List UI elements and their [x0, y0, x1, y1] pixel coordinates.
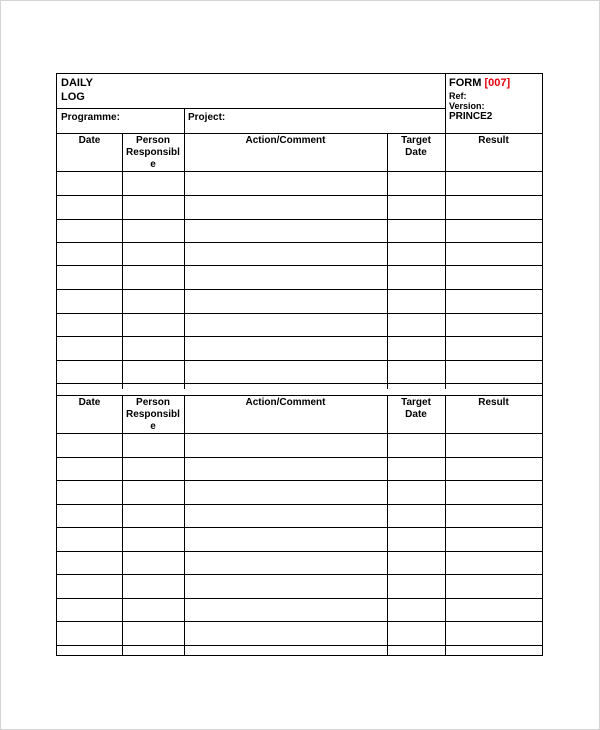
table-cell-date[interactable] — [58, 337, 121, 359]
table-bottom-border — [57, 655, 542, 656]
column-header-person-responsible — [122, 135, 184, 171]
table-cell-person-responsible[interactable] — [123, 384, 183, 394]
table-cell-result[interactable] — [446, 172, 541, 194]
table-cell-target-date[interactable] — [388, 314, 444, 335]
table-cell-person-responsible[interactable] — [123, 552, 183, 573]
column-header-date — [57, 135, 122, 171]
table-cell-date[interactable] — [58, 361, 121, 382]
ref-label: Ref: — [449, 91, 467, 101]
table-cell-date[interactable] — [58, 528, 121, 550]
table-cell-target-date[interactable] — [388, 481, 444, 503]
table-cell-date[interactable] — [58, 599, 121, 620]
table-cell-result[interactable] — [446, 337, 541, 359]
column-header-date-line2 — [57, 147, 122, 159]
column-header-target-date-line1: Target — [401, 397, 431, 408]
column-header-result-line2 — [445, 147, 542, 159]
column-header-target-date-line1: Target — [401, 135, 431, 146]
table-cell-action-comment[interactable] — [185, 196, 386, 218]
table-cell-target-date[interactable] — [388, 196, 444, 218]
header-vertical-project — [184, 108, 185, 133]
daily-log-form — [56, 73, 543, 656]
table-cell-result[interactable] — [446, 622, 541, 644]
table-cell-result[interactable] — [446, 481, 541, 503]
table-cell-action-comment[interactable] — [185, 384, 386, 394]
table-cell-date[interactable] — [58, 646, 121, 654]
table-cell-date[interactable] — [58, 220, 121, 241]
table-cell-person-responsible[interactable] — [123, 528, 183, 550]
table-cell-action-comment[interactable] — [185, 505, 386, 526]
table-cell-result[interactable] — [446, 646, 541, 654]
header-divider-1 — [57, 108, 445, 109]
table-cell-person-responsible[interactable] — [123, 599, 183, 620]
column-header-action-comment-line3 — [184, 159, 387, 171]
table-cell-action-comment[interactable] — [185, 220, 386, 241]
table-cell-result[interactable] — [446, 196, 541, 218]
header-divider-2 — [57, 133, 542, 134]
table-cell-person-responsible[interactable] — [123, 290, 183, 312]
table-cell-date[interactable] — [58, 552, 121, 573]
table-cell-target-date[interactable] — [388, 243, 444, 264]
table-cell-target-date[interactable] — [388, 384, 444, 394]
column-header-person-responsible-line1: Person — [136, 135, 170, 146]
table-cell-target-date[interactable] — [388, 458, 444, 479]
table-cell-date[interactable] — [58, 290, 121, 312]
column-header-result-line1: Result — [478, 135, 509, 146]
table-cell-person-responsible[interactable] — [123, 220, 183, 241]
table-cell-action-comment[interactable] — [185, 528, 386, 550]
table-cell-action-comment[interactable] — [185, 622, 386, 644]
table-cell-result[interactable] — [446, 505, 541, 526]
table-cell-date[interactable] — [58, 575, 121, 597]
column-header-date-line2 — [57, 409, 122, 421]
column-header-action-comment — [184, 135, 387, 171]
table-cell-person-responsible[interactable] — [123, 646, 183, 654]
column-header-action-comment-line2 — [184, 409, 387, 421]
table-cell-target-date[interactable] — [388, 337, 444, 359]
table-cell-result[interactable] — [446, 599, 541, 620]
table-cell-action-comment[interactable] — [185, 458, 386, 479]
column-header-person-responsible-line2: Responsibl — [126, 409, 180, 420]
form-title-line2: LOG — [61, 91, 85, 103]
column-header-person-responsible — [122, 397, 184, 433]
table-cell-result[interactable] — [446, 266, 541, 288]
table-cell-target-date[interactable] — [388, 361, 444, 382]
table-cell-person-responsible[interactable] — [123, 266, 183, 288]
table-cell-action-comment[interactable] — [185, 434, 386, 456]
table-cell-date[interactable] — [58, 458, 121, 479]
column-header-date-line3 — [57, 159, 122, 171]
column-header-target-date — [387, 397, 445, 433]
column-header-date-line3 — [57, 421, 122, 433]
table-cell-result[interactable] — [446, 220, 541, 241]
table-cell-action-comment[interactable] — [185, 243, 386, 264]
table-cell-date[interactable] — [58, 266, 121, 288]
column-header-result-line2 — [445, 409, 542, 421]
table-bottom-border — [57, 395, 542, 396]
table-cell-action-comment[interactable] — [185, 290, 386, 312]
table-cell-action-comment[interactable] — [185, 337, 386, 359]
table-cell-result[interactable] — [446, 384, 541, 394]
table-cell-action-comment[interactable] — [185, 552, 386, 573]
column-header-target-date-line3 — [387, 421, 445, 433]
table-cell-target-date[interactable] — [388, 646, 444, 654]
column-header-person-responsible-line3: e — [150, 159, 156, 170]
table-cell-date[interactable] — [58, 314, 121, 335]
table-cell-result[interactable] — [446, 290, 541, 312]
table-cell-result[interactable] — [446, 575, 541, 597]
table-cell-target-date[interactable] — [388, 172, 444, 194]
column-header-target-date-line3 — [387, 159, 445, 171]
table-cell-action-comment[interactable] — [185, 481, 386, 503]
table-cell-result[interactable] — [446, 434, 541, 456]
table-cell-action-comment[interactable] — [185, 361, 386, 382]
table-cell-person-responsible[interactable] — [123, 575, 183, 597]
column-header-target-date-line2: Date — [405, 147, 427, 158]
column-header-person-responsible-line3: e — [150, 421, 156, 432]
form-label: FORM — [449, 77, 482, 89]
table-cell-action-comment[interactable] — [185, 266, 386, 288]
table-cell-target-date[interactable] — [388, 599, 444, 620]
table-cell-person-responsible[interactable] — [123, 434, 183, 456]
table-cell-date[interactable] — [58, 196, 121, 218]
table-cell-target-date[interactable] — [388, 575, 444, 597]
table-cell-target-date[interactable] — [388, 434, 444, 456]
table-cell-person-responsible[interactable] — [123, 505, 183, 526]
column-header-result — [445, 135, 542, 171]
table-cell-target-date[interactable] — [388, 505, 444, 526]
table-cell-person-responsible[interactable] — [123, 337, 183, 359]
table-cell-action-comment[interactable] — [185, 646, 386, 654]
table-cell-date[interactable] — [58, 384, 121, 394]
version-label: Version: — [449, 101, 485, 111]
table-cell-date[interactable] — [58, 622, 121, 644]
column-header-action-comment — [184, 397, 387, 433]
form-number — [449, 76, 510, 90]
column-header-action-comment-line3 — [184, 421, 387, 433]
table-cell-result[interactable] — [446, 243, 541, 264]
column-header-target-date — [387, 135, 445, 171]
table-cell-date[interactable] — [58, 481, 121, 503]
table-cell-target-date[interactable] — [388, 290, 444, 312]
table-cell-target-date[interactable] — [388, 552, 444, 573]
column-header-person-responsible-line2: Responsibl — [126, 147, 180, 158]
column-header-person-responsible-line1: Person — [136, 397, 170, 408]
column-header-action-comment-line1: Action/Comment — [245, 397, 326, 408]
table-cell-person-responsible[interactable] — [123, 458, 183, 479]
column-header-result-line3 — [445, 159, 542, 171]
table-cell-action-comment[interactable] — [185, 575, 386, 597]
table-cell-result[interactable] — [446, 528, 541, 550]
column-header-result-line1: Result — [478, 397, 509, 408]
table-cell-result[interactable] — [446, 552, 541, 573]
column-header-result — [445, 397, 542, 433]
table-cell-date[interactable] — [58, 505, 121, 526]
form-code: [007] — [484, 77, 511, 89]
column-header-date — [57, 397, 122, 433]
column-header-date-line1: Date — [78, 135, 101, 146]
table-cell-person-responsible[interactable] — [123, 622, 183, 644]
table-cell-date[interactable] — [58, 172, 121, 194]
column-header-action-comment-line2 — [184, 147, 387, 159]
table-cell-target-date[interactable] — [388, 528, 444, 550]
table-cell-action-comment[interactable] — [185, 172, 386, 194]
column-header-date-line1: Date — [78, 397, 101, 408]
column-header-result-line3 — [445, 421, 542, 433]
column-header-target-date-line2: Date — [405, 409, 427, 420]
table-cell-person-responsible[interactable] — [123, 243, 183, 264]
table-cell-result[interactable] — [446, 458, 541, 479]
table-cell-person-responsible[interactable] — [123, 314, 183, 335]
table-cell-action-comment[interactable] — [185, 599, 386, 620]
programme-label: Programme: — [61, 112, 120, 123]
table-cell-action-comment[interactable] — [185, 314, 386, 335]
column-header-action-comment-line1: Action/Comment — [245, 135, 326, 146]
method-label: PRINCE2 — [449, 111, 493, 122]
project-label: Project: — [188, 112, 226, 123]
table-cell-result[interactable] — [446, 361, 541, 382]
table-cell-person-responsible[interactable] — [123, 172, 183, 194]
table-cell-date[interactable] — [58, 243, 121, 264]
form-title-line1: DAILY — [61, 77, 93, 89]
table-cell-target-date[interactable] — [388, 220, 444, 241]
table-cell-person-responsible[interactable] — [123, 196, 183, 218]
table-cell-target-date[interactable] — [388, 266, 444, 288]
table-cell-target-date[interactable] — [388, 622, 444, 644]
header-vertical-right — [445, 74, 446, 133]
table-cell-person-responsible[interactable] — [123, 361, 183, 382]
table-cell-result[interactable] — [446, 314, 541, 335]
table-cell-person-responsible[interactable] — [123, 481, 183, 503]
table-cell-date[interactable] — [58, 434, 121, 456]
